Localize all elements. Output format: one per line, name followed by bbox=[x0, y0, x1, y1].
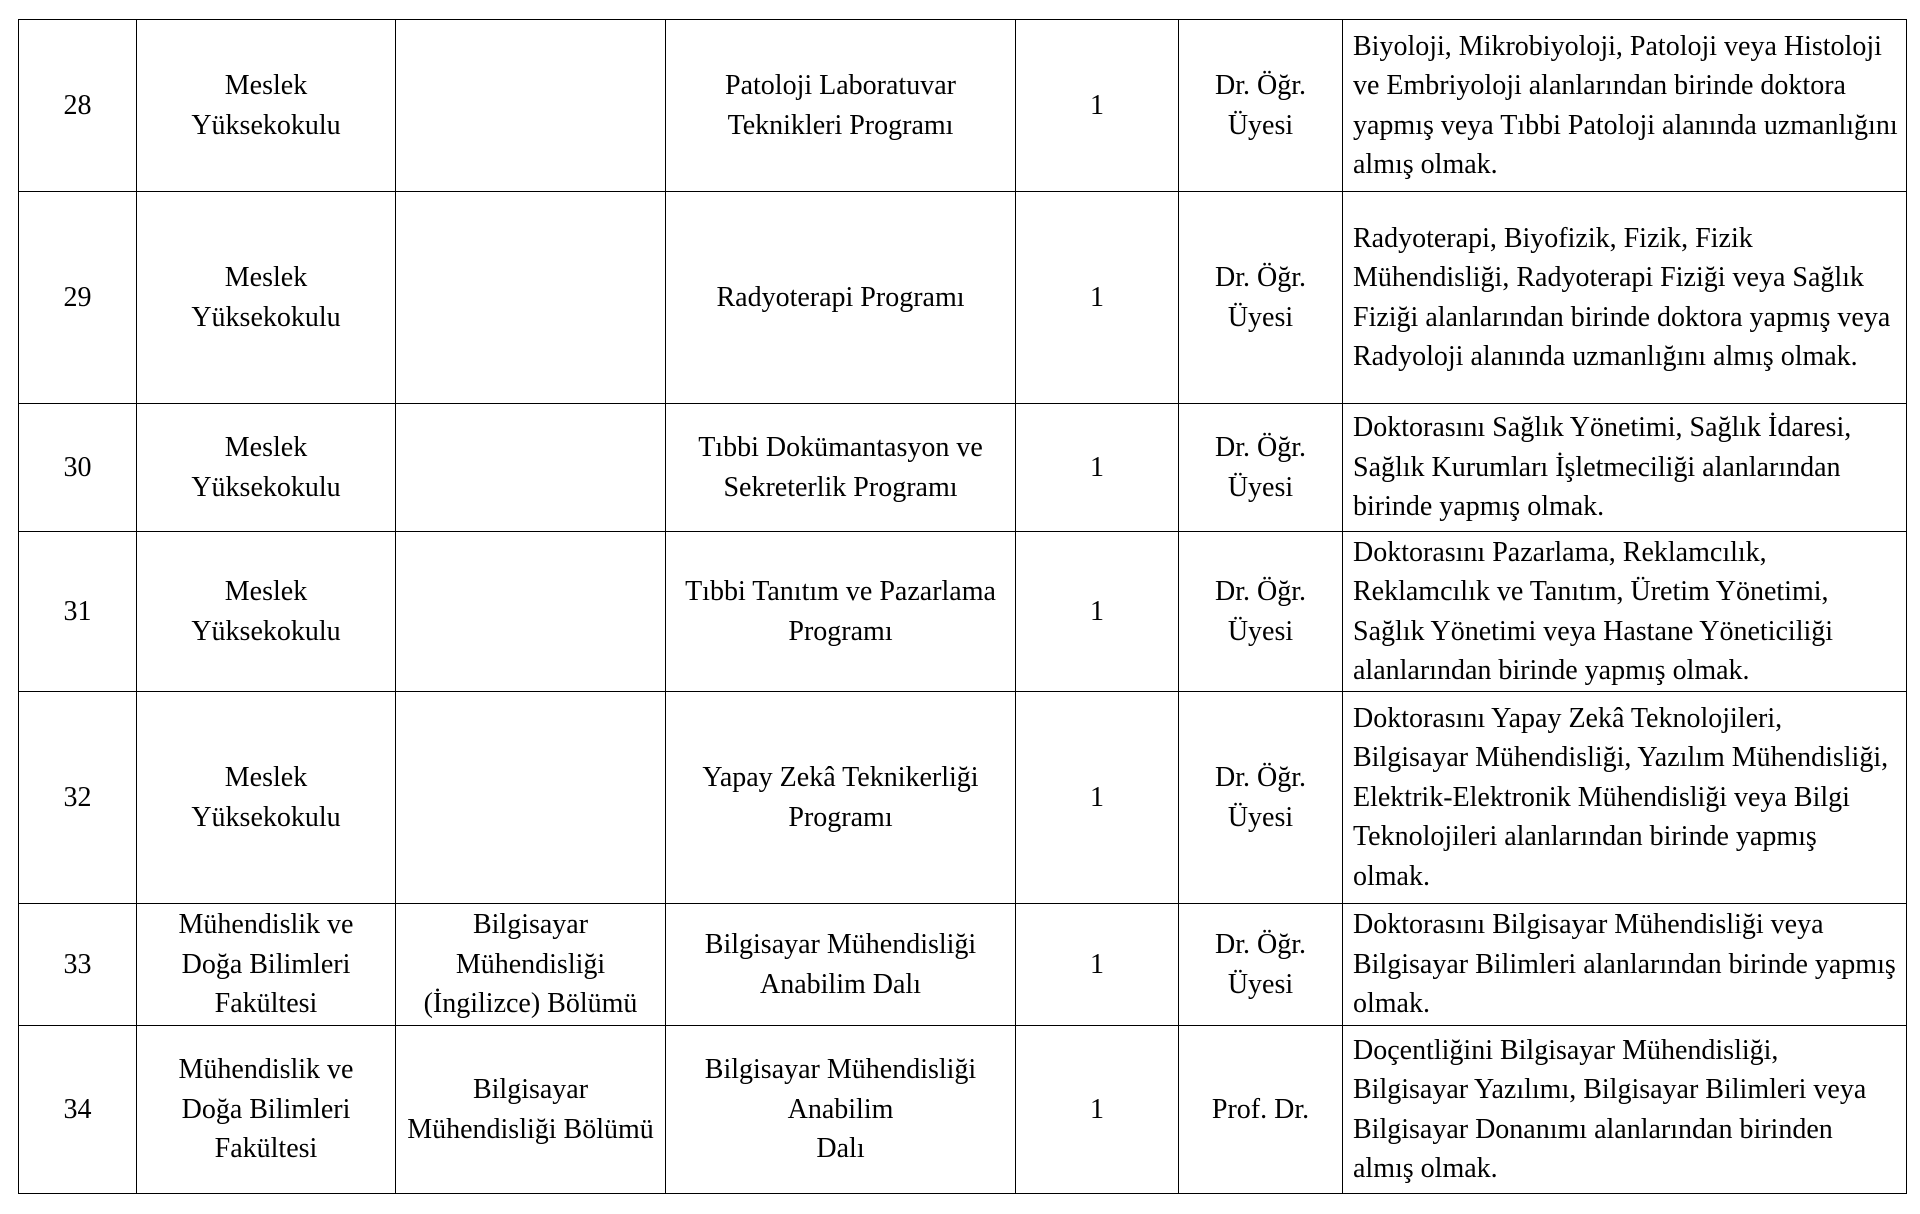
position-count-cell: 1 bbox=[1016, 404, 1179, 532]
table-row bbox=[19, 404, 1907, 532]
academic-title-cell: Dr. Öğr. Üyesi bbox=[1179, 532, 1343, 692]
row-number: 30 bbox=[19, 404, 137, 532]
program-cell: Bilgisayar Mühendisliği Anabilim Dalı bbox=[666, 1026, 1016, 1194]
academic-title-cell: Dr. Öğr. Üyesi bbox=[1179, 192, 1343, 404]
program-cell: Yapay Zekâ Teknikerliği Programı bbox=[666, 692, 1016, 904]
department-cell: Bilgisayar Mühendisliği (İngilizce) Bölümü bbox=[396, 904, 666, 1026]
faculty-position-table bbox=[18, 19, 1907, 1194]
row-number: 32 bbox=[19, 692, 137, 904]
position-count-cell: 1 bbox=[1016, 1026, 1179, 1194]
table-row bbox=[19, 532, 1907, 692]
department-cell bbox=[396, 20, 666, 192]
program-cell: Patoloji Laboratuvar Teknikleri Programı bbox=[666, 20, 1016, 192]
table-row bbox=[19, 904, 1907, 1026]
position-count-cell: 1 bbox=[1016, 20, 1179, 192]
requirement-cell: Doktorasını Yapay Zekâ Teknolojileri, Bilgisayar Mühendisliği, Yazılım Mühendisliği, Elektrik-Elektronik Mühendisliği veya Bilgi Teknolojileri alanlarından birinde yapmış olmak. bbox=[1343, 692, 1907, 904]
faculty-cell: Mühendislik ve Doğa Bilimleri Fakültesi bbox=[137, 1026, 396, 1194]
department-cell bbox=[396, 532, 666, 692]
table-row bbox=[19, 20, 1907, 192]
academic-title-cell: Prof. Dr. bbox=[1179, 1026, 1343, 1194]
requirement-cell: Doktorasını Bilgisayar Mühendisliği veya Bilgisayar Bilimleri alanlarından birinde yapmış olmak. bbox=[1343, 904, 1907, 1026]
program-cell: Tıbbi Dokümantasyon ve Sekreterlik Programı bbox=[666, 404, 1016, 532]
faculty-cell: Meslek Yüksekokulu bbox=[137, 20, 396, 192]
faculty-cell: Mühendislik ve Doğa Bilimleri Fakültesi bbox=[137, 904, 396, 1026]
department-cell bbox=[396, 192, 666, 404]
program-cell: Bilgisayar Mühendisliği Anabilim Dalı bbox=[666, 904, 1016, 1026]
requirement-cell: Doçentliğini Bilgisayar Mühendisliği, Bilgisayar Yazılımı, Bilgisayar Bilimleri veya Bilgisayar Donanımı alanlarından birinden almış olmak. bbox=[1343, 1026, 1907, 1194]
requirement-cell: Doktorasını Pazarlama, Reklamcılık, Reklamcılık ve Tanıtım, Üretim Yönetimi, Sağlık Yönetimi veya Hastane Yöneticiliği alanlarından birinde yapmış olmak. bbox=[1343, 532, 1907, 692]
requirement-cell: Doktorasını Sağlık Yönetimi, Sağlık İdaresi, Sağlık Kurumları İşletmeciliği alanlarından birinde yapmış olmak. bbox=[1343, 404, 1907, 532]
academic-title-cell: Dr. Öğr. Üyesi bbox=[1179, 20, 1343, 192]
department-cell: Bilgisayar Mühendisliği Bölümü bbox=[396, 1026, 666, 1194]
position-count-cell: 1 bbox=[1016, 192, 1179, 404]
faculty-cell: Meslek Yüksekokulu bbox=[137, 192, 396, 404]
table-row bbox=[19, 192, 1907, 404]
row-number: 28 bbox=[19, 20, 137, 192]
requirement-cell: Radyoterapi, Biyofizik, Fizik, Fizik Mühendisliği, Radyoterapi Fiziği veya Sağlık Fiziği alanlarından birinde doktora yapmış veya Radyoloji alanında uzmanlığını almış olmak. bbox=[1343, 192, 1907, 404]
faculty-cell: Meslek Yüksekokulu bbox=[137, 692, 396, 904]
row-number: 33 bbox=[19, 904, 137, 1026]
table-row bbox=[19, 1026, 1907, 1194]
faculty-cell: Meslek Yüksekokulu bbox=[137, 532, 396, 692]
row-number: 29 bbox=[19, 192, 137, 404]
row-number: 34 bbox=[19, 1026, 137, 1194]
row-number: 31 bbox=[19, 532, 137, 692]
position-count-cell: 1 bbox=[1016, 532, 1179, 692]
faculty-cell: Meslek Yüksekokulu bbox=[137, 404, 396, 532]
department-cell bbox=[396, 404, 666, 532]
program-cell: Radyoterapi Programı bbox=[666, 192, 1016, 404]
academic-title-cell: Dr. Öğr. Üyesi bbox=[1179, 404, 1343, 532]
position-count-cell: 1 bbox=[1016, 692, 1179, 904]
requirement-cell: Biyoloji, Mikrobiyoloji, Patoloji veya Histoloji ve Embriyoloji alanlarından birinde doktora yapmış veya Tıbbi Patoloji alanında uzmanlığını almış olmak. bbox=[1343, 20, 1907, 192]
position-count-cell: 1 bbox=[1016, 904, 1179, 1026]
academic-title-cell: Dr. Öğr. Üyesi bbox=[1179, 904, 1343, 1026]
table-row bbox=[19, 692, 1907, 904]
academic-title-cell: Dr. Öğr. Üyesi bbox=[1179, 692, 1343, 904]
program-cell: Tıbbi Tanıtım ve Pazarlama Programı bbox=[666, 532, 1016, 692]
department-cell bbox=[396, 692, 666, 904]
